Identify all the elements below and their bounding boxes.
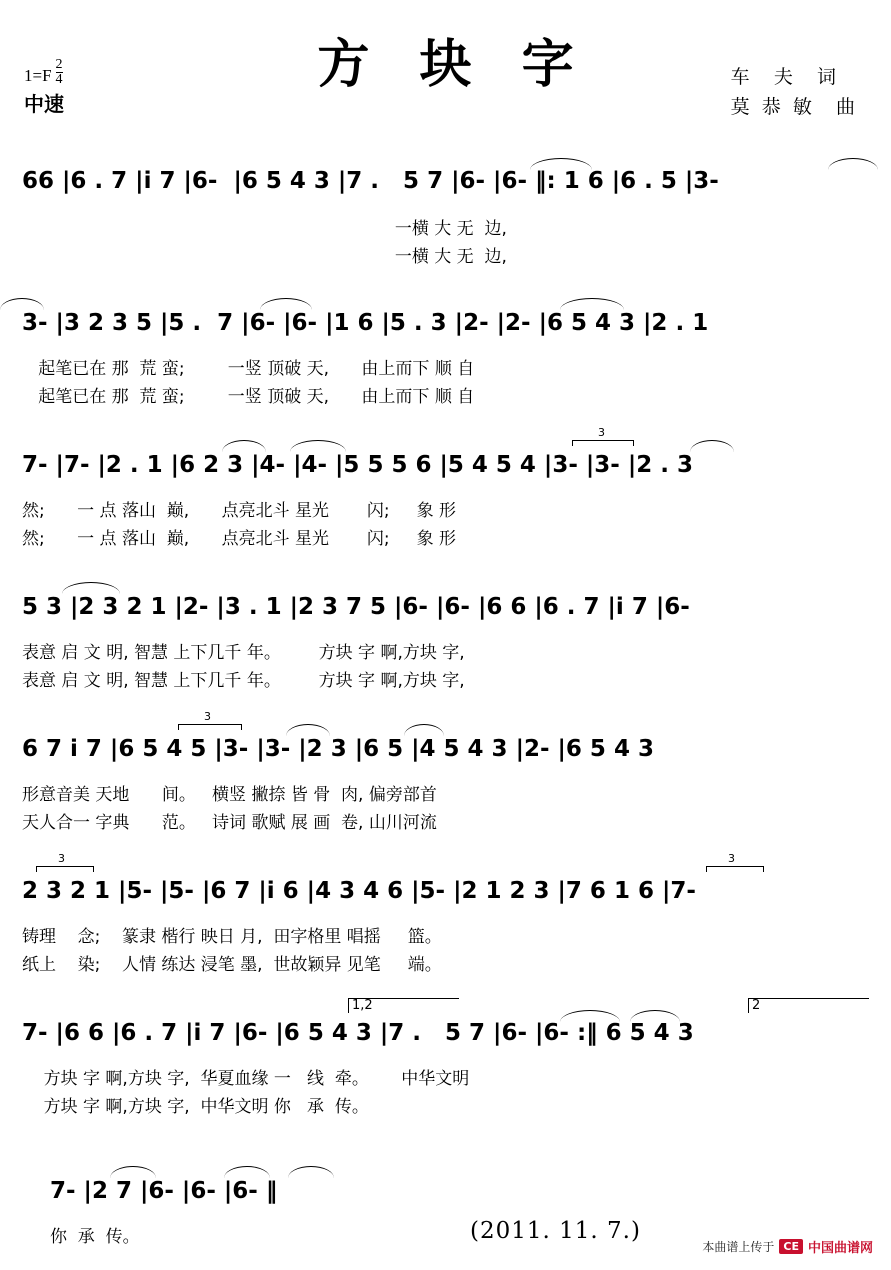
lyric-verse-2: 一横 大 无 边, (22, 247, 507, 267)
notation-line: 7- |2 7 |6- |6- |6- ‖ (50, 1178, 278, 1204)
slur-mark (260, 298, 312, 310)
ending-bracket-1-2 (348, 998, 459, 1013)
lyric-verse-2: 起笔已在 那 荒 蛮; 一竖 顶破 天, 由上而下 顺 自 (22, 387, 475, 407)
slur-mark (560, 1010, 620, 1022)
lyric-verse-1: 起笔已在 那 荒 蛮; 一竖 顶破 天, 由上而下 顺 自 (22, 359, 475, 379)
notation-line: 5 3 |2 3 2 1 |2- |3 . 1 |2 3 7 5 |6- |6- |6 6 |6 . 7 |i 7 |6- (22, 594, 690, 620)
triplet-bracket (572, 440, 634, 446)
notation-line: 3- |3 2 3 5 |5 . 7 |6- |6- |1 6 |5 . 3 |2- |2- |6 5 4 3 |2 . 1 (22, 310, 709, 336)
slur-mark (288, 1166, 334, 1178)
slur-mark (110, 1166, 156, 1178)
ending-bracket-2 (748, 998, 869, 1013)
site-footer (702, 1237, 873, 1256)
key-signature (24, 58, 63, 87)
site-logo-icon: CE (779, 1239, 803, 1254)
lyric-verse-2: 天人合一 字典 范。 诗词 歌赋 展 画 卷, 山川河流 (22, 813, 437, 833)
composition-date: (2011. 11. 7.) (470, 1218, 641, 1244)
lyric-verse-1: 你 承 传。 (50, 1227, 140, 1247)
slur-mark (560, 298, 624, 310)
triplet-bracket (36, 866, 94, 872)
lyric-verse-2: 方块 字 啊,方块 字, 中华文明 你 承 传。 (22, 1097, 369, 1117)
lyric-verse-1: 形意音美 天地 间。 横竖 撇捺 皆 骨 肉, 偏旁部首 (22, 785, 437, 805)
slur-mark (828, 158, 878, 170)
tempo-marking: 中速 (24, 92, 64, 116)
lyric-verse-1: 方块 字 啊,方块 字, 华夏血缘 一 线 牵。 中华文明 (22, 1069, 470, 1089)
slur-mark (290, 440, 346, 452)
site-name[interactable]: 中国曲谱网 (807, 1241, 873, 1256)
notation-line: 6 7 i 7 |6 5 4 5 |3- |3- |2 3 |6 5 |4 5 4 3 |2- |6 5 4 3 (22, 736, 654, 762)
triplet-number: 3 (598, 426, 605, 439)
triplet-bracket (706, 866, 764, 872)
lyric-verse-1: 然; 一 点 落山 巅, 点亮北斗 星光 闪; 象 形 (22, 501, 456, 521)
lyric-verse-2: 然; 一 点 落山 巅, 点亮北斗 星光 闪; 象 形 (22, 529, 456, 549)
lyric-verse-1: 一横 大 无 边, (22, 219, 507, 239)
slur-mark (404, 724, 444, 736)
slur-mark (0, 298, 44, 310)
triplet-number: 3 (58, 852, 65, 865)
triplet-number: 3 (204, 710, 211, 723)
ending-label: 2 (752, 998, 761, 1013)
notation-line: 7- |6 6 |6 . 7 |i 7 |6- |6 5 4 3 |7 . 5 7 |6- |6- :‖ 6 5 4 3 (22, 1020, 694, 1046)
slur-mark (224, 1166, 270, 1178)
notation-line: 7- |7- |2 . 1 |6 2 3 |4- |4- |5 5 5 6 |5 4 5 4 |3- |3- |2 . 3 (22, 452, 693, 478)
lyricist-credit: 车 夫 词 (730, 66, 836, 88)
slur-mark (222, 440, 266, 452)
slur-mark (630, 1010, 680, 1022)
triplet-bracket (178, 724, 242, 730)
lyric-verse-2: 表意 启 文 明, 智慧 上下几千 年。 方块 字 啊,方块 字, (22, 671, 465, 691)
meter-numerator: 2 (55, 57, 63, 72)
page-title: 方 块 字 (317, 34, 590, 95)
notation-line: 66 |6 . 7 |i 7 |6- |6 5 4 3 |7 . 5 7 |6- |6- ‖: 1 6 |6 . 5 |3- (22, 168, 719, 194)
ending-label: 1,2 (352, 998, 373, 1013)
composer-credit: 莫 恭 敏 曲 (730, 96, 855, 118)
meter-denominator: 4 (55, 72, 63, 87)
triplet-number: 3 (728, 852, 735, 865)
slur-mark (690, 440, 734, 452)
lyric-verse-2: 纸上 染; 人情 练达 浸笔 墨, 世故颖异 见笔 端。 (22, 955, 442, 975)
time-signature (56, 58, 63, 87)
lyric-verse-1: 表意 启 文 明, 智慧 上下几千 年。 方块 字 啊,方块 字, (22, 643, 465, 663)
slur-mark (62, 582, 120, 594)
credits (731, 62, 855, 122)
lyric-verse-1: 铸理 念; 篆隶 楷行 映日 月, 田字格里 唱摇 篮。 (22, 927, 442, 947)
notation-line: 2 3 2 1 |5- |5- |6 7 |i 6 |4 3 4 6 |5- |2 1 2 3 |7 6 1 6 |7- (22, 878, 696, 904)
key-label: 1=F (24, 66, 52, 85)
slur-mark (530, 158, 592, 170)
footer-text: 本曲谱上传于 (702, 1240, 775, 1254)
slur-mark (286, 724, 330, 736)
